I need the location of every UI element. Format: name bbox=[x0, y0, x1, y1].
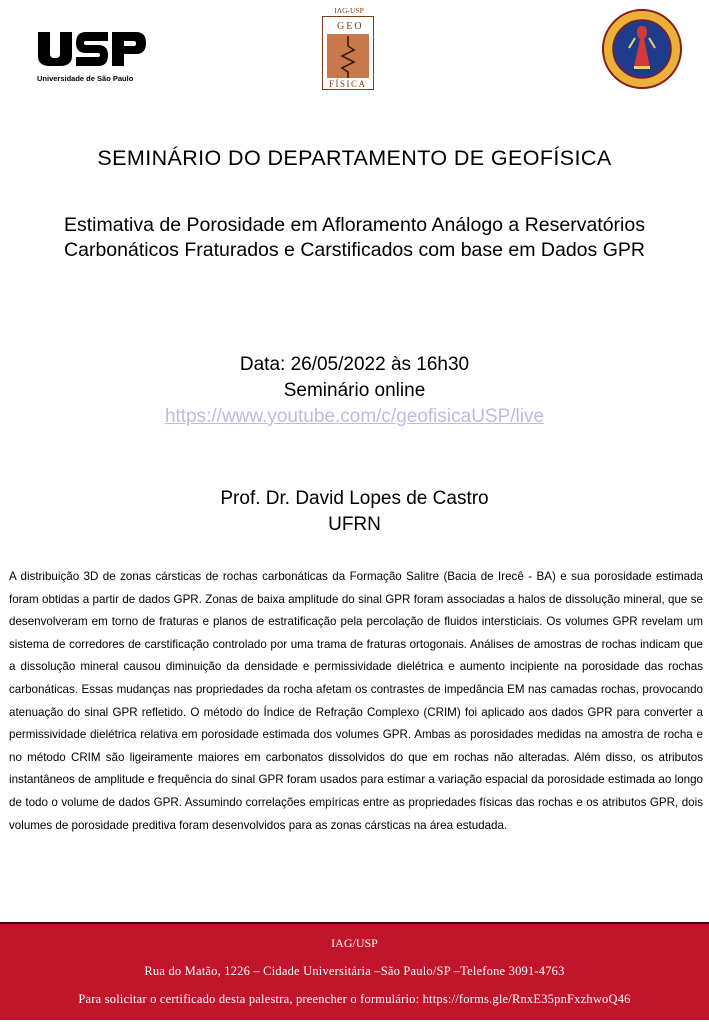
youtube-live-link[interactable]: https://www.youtube.com/c/geofisicaUSP/live bbox=[164, 406, 545, 427]
footer-address: Rua do Matão, 1226 – Cidade Universitária –São Paulo/SP –Telefone 3091-4763 bbox=[144, 964, 565, 978]
iag-logo-box bbox=[322, 16, 374, 90]
event-details bbox=[0, 352, 709, 430]
iag-logo-top-text: IAG-USP bbox=[334, 6, 364, 15]
department-title: SEMINÁRIO DO DEPARTAMENTO DE GEOFÍSICA bbox=[97, 146, 612, 170]
iag-geofisica-logo bbox=[322, 6, 376, 92]
event-date: Data: 26/05/2022 às 16h30 bbox=[239, 354, 470, 375]
usp-logo bbox=[36, 30, 154, 86]
seal-emblem-icon bbox=[601, 8, 683, 90]
footer-bar bbox=[0, 922, 709, 1020]
speaker-block bbox=[0, 486, 709, 538]
seismic-wave-icon bbox=[327, 34, 369, 78]
usp-logo-caption: Universidade de São Paulo bbox=[37, 74, 134, 83]
abstract-text: A distribuição 3D de zonas cársticas de rochas carbonáticas da Formação Salitre (Bacia de Irecê - BA) e sua porosidade estimada foram obtidas a partir de dados GPR. Zonas de baixa amplitude do sinal GPR foram associadas a halos de dissolução mineral, que se desenvolveram em torno de fraturas e planos de estratificação pela percolação de fluidos intersticiais. Os volumes GPR revelam um sistema de corredores de carstificação controlado por uma trama de fraturas ortogonais. Análises de amostras de rochas indicam que a dissolução mineral causou diminuição da densidade e permissividade dielétrica e aumento incipiente na porosidade das rochas carbonáticas. Essas mudanças nas propriedades da rocha afetam os contrastes de impedância EM nas camadas rochas, provocando atenuação do sinal GPR refletido. O método do Índice de Refração Complexo (CRIM) foi aplicado aos dados GPR para converter a permissividade dielétrica relativa em porosidade estimada dos volumes GPR. Ambas as porosidades medidas na amostra de rocha e no método CRIM são ligeiramente maiores em carbonatos dissolvidos do que em rochas não alteradas. Além disso, os atributos instantâneos de amplitude e frequência do sinal GPR foram usados para estimar a variação espacial da porosidade estimada ao longo de todo o volume de dados GPR. Assumindo correlações empíricas entre as propriedades físicas das rochas e os atributos GPR, dois volumes de porosidade preditiva foram desenvolvidos para as zonas cársticas na área estudada. bbox=[9, 570, 703, 832]
iag-logo-fisica: FÍSICA bbox=[329, 79, 367, 89]
iag-logo-wave-panel bbox=[327, 34, 369, 78]
talk-title-line-2: Carbonáticos Fraturados e Carstificados com base em Dados GPR bbox=[64, 239, 645, 261]
footer-certificate-info[interactable]: Para solicitar o certificado desta palestra, preencher o formulário: https://forms.gle/RnxE35pnFxzhwoQ46 bbox=[78, 992, 631, 1006]
talk-title-line-1: Estimativa de Porosidade em Afloramento Análogo a Reservatórios bbox=[64, 214, 645, 236]
iag-logo-geo: GEO bbox=[337, 21, 364, 32]
speaker-name: Prof. Dr. David Lopes de Castro bbox=[220, 488, 489, 509]
event-format: Seminário online bbox=[283, 380, 426, 401]
university-seal bbox=[601, 8, 683, 90]
usp-logo-mark bbox=[36, 30, 148, 68]
footer-org: IAG/USP bbox=[331, 936, 378, 950]
talk-title bbox=[0, 213, 709, 263]
speaker-affiliation: UFRN bbox=[328, 514, 381, 535]
